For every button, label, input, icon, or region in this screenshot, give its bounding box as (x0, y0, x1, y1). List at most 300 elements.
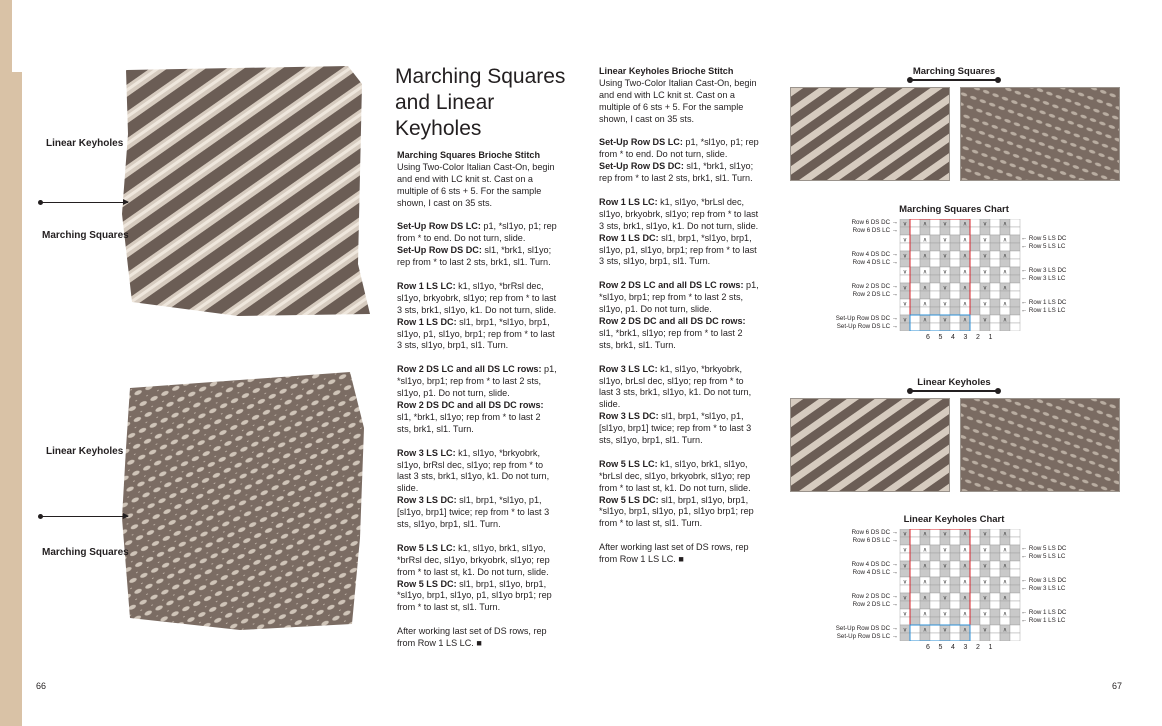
chart-column-label: 6 (926, 334, 930, 341)
chart-cell (960, 307, 970, 315)
row-block: Set-Up Row DS LC: p1, *sl1yo, p1; rep from * to end. Do not turn, slide. Set-Up Row DS DC: sl1, *brk1, sl1yo; rep from * to last 2 sts, brk1, sl1. Turn. (599, 137, 759, 184)
chart-cell (1010, 585, 1020, 593)
chart-symbol: ∨ (902, 610, 908, 618)
chart-cell (920, 553, 930, 561)
chart-cell (970, 291, 980, 299)
chart-row-label: Row 2 DS DC → (851, 593, 898, 600)
chart-cell (920, 633, 930, 641)
chart-row-label: ← Row 3 LS DC (1021, 267, 1067, 274)
chart-cell (1010, 617, 1020, 625)
chart-cell (930, 219, 940, 227)
heading-rule (910, 79, 998, 81)
chart-column-label: 4 (951, 644, 955, 651)
chart-row-label: ← Row 5 LS LC (1021, 553, 1066, 560)
chart-symbol: ∨ (902, 300, 908, 308)
chart-row-label: Row 6 DS LC → (852, 227, 898, 234)
chart-symbol: ∨ (942, 626, 948, 634)
chart-cell (1010, 323, 1020, 331)
chart-symbol: ∨ (942, 268, 948, 276)
chart-symbol: ∨ (942, 594, 948, 602)
chart-cell (950, 219, 960, 227)
row-block: Row 3 LS LC: k1, sl1yo, *brkyobrk, sl1yo, brLsl dec, sl1yo; rep from * to last 3 sts, brk1, sl1yo, k1. Do not turn, slide. Row 3 LS DC: sl1, brp1, *sl1yo, p1, [sl1yo, brp1] twice; rep from * to last 3 sts, sl1yo, brp1, sl1. Turn. (599, 363, 752, 446)
chart-cell (940, 259, 950, 267)
chart-cell (940, 601, 950, 609)
chart-cell (1000, 291, 1010, 299)
chart-symbol: ∨ (982, 220, 988, 228)
chart-cell (950, 633, 960, 641)
chart-cell (910, 323, 920, 331)
chart-symbol: ∧ (1002, 594, 1008, 602)
chart-cell (990, 553, 1000, 561)
chart-cell (1010, 633, 1020, 641)
chart-cell (960, 227, 970, 235)
chart-cell (930, 243, 940, 251)
chart-cell (1010, 569, 1020, 577)
chart-cell (910, 251, 920, 259)
chart-symbol: ∧ (962, 316, 968, 324)
chart-symbol: ∨ (902, 626, 908, 634)
chart-symbol: ∧ (962, 626, 968, 634)
chart-cell (990, 267, 1000, 275)
chart-cell (1000, 633, 1010, 641)
chart-cell (910, 617, 920, 625)
chart-cell (910, 243, 920, 251)
chart-cell (950, 577, 960, 585)
chart-cell (920, 307, 930, 315)
arrow-pointer (40, 516, 128, 517)
chart-column-label: 6 (926, 644, 930, 651)
row-block: Row 2 DS LC and all DS LC rows: p1, *sl1yo, brp1; rep from * to last 2 sts, sl1yo, p1. Do not turn, slide. Row 2 DS DC and all DS DC rows: sl1, *brk1, sl1yo; rep from * to last 2 sts, brk1, sl1. Turn. (599, 280, 759, 350)
chart-cell (900, 307, 910, 315)
chart-symbol: ∧ (1002, 626, 1008, 634)
chart-column-label: 2 (976, 334, 980, 341)
chart-cell (930, 291, 940, 299)
row-block: Row 5 LS LC: k1, sl1yo, brk1, sl1yo, *brRsl dec, sl1yo, brkyobrk, sl1yo; rep from * to last st, k1. Do not turn, slide. Row 5 LS DC: sl1, brp1, sl1yo, brp1, *sl1yo, brp1, sl1yo, p1, sl1yo brp1; rep from * to last st, sl1. Turn. (397, 542, 552, 613)
chart-symbol: ∧ (922, 268, 928, 276)
swatch-photo-bottom (120, 368, 370, 630)
photo-label-linear-keyholes: Linear Keyholes (46, 138, 124, 149)
chart-symbol: ∧ (962, 284, 968, 292)
chart-symbol: ∧ (922, 316, 928, 324)
chart-symbol: ∨ (942, 546, 948, 554)
chart-cell (990, 219, 1000, 227)
chart-cell (950, 601, 960, 609)
chart-cell (1000, 323, 1010, 331)
chart-cell (950, 235, 960, 243)
chart-cell (1000, 569, 1010, 577)
chart-symbol: ∧ (922, 594, 928, 602)
chart-column-label: 3 (963, 644, 968, 651)
chart-row-label: ← Row 1 LS DC (1021, 299, 1067, 306)
chart-cell (930, 617, 940, 625)
chart-symbol: ∧ (962, 252, 968, 260)
chart-cell (950, 625, 960, 633)
chart-symbol: ∧ (922, 562, 928, 570)
chart-cell (990, 259, 1000, 267)
chart-symbol: ∧ (962, 300, 968, 308)
chart-row-label: Row 2 DS LC → (852, 291, 898, 298)
chart-cell (940, 569, 950, 577)
chart-column-label: 4 (951, 334, 955, 341)
chart-cell (900, 633, 910, 641)
chart-column-label: 5 (938, 334, 943, 341)
chart-cell (910, 633, 920, 641)
chart-cell (920, 275, 930, 283)
chart-cell (970, 219, 980, 227)
chart-cell (910, 307, 920, 315)
chart-cell (980, 569, 990, 577)
row-block: Set-Up Row DS LC: p1, *sl1yo, p1; rep from * to end. Do not turn, slide. Set-Up Row DS DC: sl1, *brk1, sl1yo; rep from * to last 2 sts, brk1, sl1. Turn. (397, 221, 557, 268)
chart-cell (960, 617, 970, 625)
chart-symbol: ∧ (922, 236, 928, 244)
chart-symbol: ∨ (942, 610, 948, 618)
chart-cell (930, 529, 940, 537)
chart-cell (990, 561, 1000, 569)
chart-cell (910, 609, 920, 617)
chart-cell (1000, 243, 1010, 251)
chart-column-label: 5 (938, 644, 943, 651)
chart-cell (990, 537, 1000, 545)
chart-symbol: ∨ (942, 284, 948, 292)
chart-cell (980, 601, 990, 609)
intro-text: Using Two-Color Italian Cast-On, begin and end with LC knit st. Cast on a multiple of 6 sts + 5. For the sample shown, I cast on 35 sts. (599, 77, 757, 124)
row-block: Row 1 LS LC: k1, sl1yo, *brRsl dec, sl1yo, brkyobrk, sl1yo; rep from * to last 3 sts, brk1, sl1yo, k1. Do not turn, slide. Row 1 LS DC: sl1, brp1, *sl1yo, brp1, sl1yo, p1, sl1yo, brp1; rep from * to last 3 sts, sl1yo, brp1, sl1. Turn. (397, 280, 557, 351)
chart-symbol: ∧ (962, 220, 968, 228)
chart-symbol: ∧ (1002, 530, 1008, 538)
chart-cell (940, 617, 950, 625)
chart-symbol: ∧ (962, 610, 968, 618)
chart-cell (950, 593, 960, 601)
row-block: Row 5 LS LC: k1, sl1yo, brk1, sl1yo, *brLsl dec, sl1yo, brkyobrk, sl1yo; rep from * to last st, k1. Do not turn, slide. Row 5 LS DC: sl1, brp1, sl1yo, brp1, *sl1yo, brp1, sl1yo, p1, sl1yo brp1; rep from * to last st, sl1. Turn. (599, 458, 754, 529)
chart-cell (980, 275, 990, 283)
chart-cell (920, 291, 930, 299)
chart-cell (970, 315, 980, 323)
chart-cell (930, 235, 940, 243)
chart-cell (990, 529, 1000, 537)
chart-symbol: ∨ (982, 578, 988, 586)
chart-cell (950, 307, 960, 315)
chart-column-label: 1 (988, 334, 993, 341)
linear-keyholes-chart (898, 529, 1022, 641)
chart-symbol: ∨ (902, 562, 908, 570)
chart-cell (930, 315, 940, 323)
chart-symbol: ∧ (922, 220, 928, 228)
chart-cell (1010, 299, 1020, 307)
chart-row-label: ← Row 3 LS LC (1021, 585, 1066, 592)
chart-symbol: ∧ (922, 578, 928, 586)
chart-cell (980, 585, 990, 593)
chart-cell (900, 569, 910, 577)
chart-cell (970, 267, 980, 275)
chart-symbol: ∨ (982, 610, 988, 618)
chart-cell (930, 537, 940, 545)
chart-cell (1010, 537, 1020, 545)
chart-cell (910, 291, 920, 299)
chart-cell (910, 561, 920, 569)
chart-cell (1010, 529, 1020, 537)
chart-cell (990, 585, 1000, 593)
chart-cell (950, 283, 960, 291)
chart-cell (950, 227, 960, 235)
chart-cell (900, 275, 910, 283)
chart-symbol: ∧ (922, 300, 928, 308)
chart-cell (1000, 617, 1010, 625)
chart-symbol: ∧ (1002, 578, 1008, 586)
arrow-pointer (40, 202, 128, 203)
chart-cell (1000, 585, 1010, 593)
chart-symbol: ∧ (922, 610, 928, 618)
chart-cell (1000, 307, 1010, 315)
outro-text: After working last set of DS rows, rep from Row 1 LS LC. ■ (599, 542, 749, 565)
chart-cell (1010, 283, 1020, 291)
chart-cell (940, 537, 950, 545)
chart-cell (970, 307, 980, 315)
chart-symbol: ∨ (982, 626, 988, 634)
page-title: Marching Squares and Linear Keyholes (395, 65, 566, 140)
outro-text: After working last set of DS rows, rep from Row 1 LS LC. ■ (397, 626, 547, 649)
chart-cell (1010, 307, 1020, 315)
chart-row-label: Row 4 DS LC → (852, 259, 898, 266)
chart-cell (920, 323, 930, 331)
chart-cell (950, 553, 960, 561)
chart-cell (990, 307, 1000, 315)
chart-symbol: ∨ (982, 530, 988, 538)
chart-symbol: ∧ (922, 530, 928, 538)
heading-rule (910, 390, 998, 392)
chart-cell (990, 569, 1000, 577)
chart-cell (1000, 537, 1010, 545)
chart-symbol: ∧ (962, 268, 968, 276)
chart-symbol: ∧ (1002, 300, 1008, 308)
chart-row-label: ← Row 3 LS DC (1021, 577, 1067, 584)
chart-cell (980, 243, 990, 251)
chart-cell (990, 577, 1000, 585)
chart-cell (970, 585, 980, 593)
chart-cell (970, 569, 980, 577)
chart-cell (950, 323, 960, 331)
chart-cell (990, 617, 1000, 625)
chart-symbol: ∧ (922, 284, 928, 292)
chart-cell (930, 299, 940, 307)
chart-cell (920, 585, 930, 593)
chart-symbol: ∨ (902, 316, 908, 324)
chart-cell (920, 601, 930, 609)
chart-symbol: ∧ (1002, 220, 1008, 228)
linear-keyholes-chart-title: Linear Keyholes Chart (903, 514, 1005, 525)
chart-cell (960, 585, 970, 593)
chart-symbol: ∨ (982, 562, 988, 570)
chart-cell (910, 601, 920, 609)
chart-cell (940, 585, 950, 593)
chart-symbol: ∨ (902, 236, 908, 244)
chart-cell (970, 617, 980, 625)
chart-cell (990, 291, 1000, 299)
chart-cell (900, 291, 910, 299)
chart-symbol: ∨ (942, 562, 948, 570)
chart-cell (960, 275, 970, 283)
chart-cell (990, 299, 1000, 307)
chart-cell (970, 259, 980, 267)
chart-cell (950, 529, 960, 537)
chart-symbol: ∧ (922, 626, 928, 634)
chart-cell (1000, 275, 1010, 283)
linear-keyholes-instructions (599, 66, 759, 578)
chart-cell (980, 633, 990, 641)
chart-cell (910, 267, 920, 275)
chart-cell (990, 323, 1000, 331)
chart-cell (900, 537, 910, 545)
chart-cell (910, 283, 920, 291)
page-number-right: 67 (1112, 681, 1123, 691)
chart-row-label: ← Row 1 LS LC (1021, 307, 1066, 314)
chart-cell (970, 633, 980, 641)
chart-cell (910, 625, 920, 633)
chart-row-label: ← Row 1 LS LC (1021, 617, 1066, 624)
chart-cell (930, 267, 940, 275)
chart-cell (960, 601, 970, 609)
chart-symbol: ∨ (942, 220, 948, 228)
chart-cell (900, 617, 910, 625)
chart-symbol: ∧ (1002, 316, 1008, 324)
chart-cell (900, 323, 910, 331)
chart-cell (920, 617, 930, 625)
chart-cell (1000, 259, 1010, 267)
chart-cell (910, 577, 920, 585)
page-number-left: 66 (36, 681, 47, 691)
chart-cell (1010, 251, 1020, 259)
chart-cell (970, 545, 980, 553)
chart-cell (930, 569, 940, 577)
chart-symbol: ∨ (982, 300, 988, 308)
chart-row-label: Row 4 DS DC → (851, 561, 898, 568)
chart-symbol: ∨ (942, 316, 948, 324)
chart-cell (940, 633, 950, 641)
chart-cell (930, 601, 940, 609)
chart-cell (990, 315, 1000, 323)
section-heading: Marching Squares Brioche Stitch (397, 150, 541, 160)
chart-symbol: ∨ (902, 252, 908, 260)
chart-cell (960, 569, 970, 577)
chart-cell (1010, 601, 1020, 609)
chart-cell (940, 307, 950, 315)
chart-cell (930, 553, 940, 561)
chart-cell (900, 227, 910, 235)
intro-text: Using Two-Color Italian Cast-On, begin and end with LC knit st. Cast on a multiple of 6 sts + 5. For the sample shown, I cast on 35 sts. (397, 161, 555, 208)
chart-cell (940, 291, 950, 299)
chart-cell (970, 601, 980, 609)
chart-symbol: ∨ (902, 546, 908, 554)
chart-row-label: ← Row 3 LS LC (1021, 275, 1066, 282)
chart-cell (910, 593, 920, 601)
chart-cell (960, 537, 970, 545)
chart-cell (950, 609, 960, 617)
chart-cell (980, 553, 990, 561)
chart-cell (950, 315, 960, 323)
chart-cell (930, 227, 940, 235)
chart-cell (910, 219, 920, 227)
chart-cell (910, 529, 920, 537)
chart-row-label: Row 4 DS DC → (851, 251, 898, 258)
chart-cell (930, 275, 940, 283)
chart-cell (950, 561, 960, 569)
chart-cell (930, 625, 940, 633)
chart-row-label: Row 2 DS DC → (851, 283, 898, 290)
photo-label-marching-squares: Marching Squares (42, 547, 129, 558)
section-heading: Linear Keyholes Brioche Stitch (599, 66, 734, 76)
chart-row-label: ← Row 5 LS DC (1021, 545, 1067, 552)
chart-cell (910, 275, 920, 283)
chart-cell (1010, 561, 1020, 569)
chart-cell (1010, 219, 1020, 227)
chart-cell (950, 259, 960, 267)
chart-cell (940, 243, 950, 251)
chart-column-label: 1 (988, 644, 993, 651)
chart-cell (970, 227, 980, 235)
linear-keyholes-swatch-front (790, 398, 950, 492)
chart-cell (940, 323, 950, 331)
chart-row-label: Set-Up Row DS DC → (835, 315, 898, 322)
chart-symbol: ∨ (902, 578, 908, 586)
photo-label-marching-squares: Marching Squares (42, 230, 129, 241)
chart-cell (970, 251, 980, 259)
chart-cell (990, 251, 1000, 259)
chart-symbol: ∨ (982, 236, 988, 244)
chart-cell (930, 593, 940, 601)
chart-symbol: ∧ (962, 578, 968, 586)
chart-symbol: ∨ (942, 252, 948, 260)
chart-row-label: Row 2 DS LC → (852, 601, 898, 608)
chart-cell (930, 307, 940, 315)
chart-cell (950, 585, 960, 593)
swatch-photo-top (118, 64, 370, 326)
marching-squares-swatch-back (960, 87, 1120, 181)
chart-cell (950, 291, 960, 299)
chart-cell (930, 609, 940, 617)
chart-cell (910, 553, 920, 561)
chart-cell (990, 593, 1000, 601)
chart-symbol: ∧ (1002, 562, 1008, 570)
photo-label-linear-keyholes: Linear Keyholes (46, 446, 124, 457)
chart-row-label: Row 6 DS LC → (852, 537, 898, 544)
linear-keyholes-heading: Linear Keyholes (917, 377, 991, 388)
chart-cell (900, 259, 910, 267)
chart-cell (950, 537, 960, 545)
chart-row-label: Set-Up Row DS LC → (836, 323, 898, 330)
chart-cell (990, 275, 1000, 283)
chart-cell (990, 609, 1000, 617)
chart-cell (910, 235, 920, 243)
chart-cell (930, 323, 940, 331)
chart-cell (990, 633, 1000, 641)
chart-cell (960, 633, 970, 641)
row-block: Row 3 LS LC: k1, sl1yo, *brkyobrk, sl1yo, brRsl dec, sl1yo; rep from * to last 3 sts, brk1, sl1yo, k1. Do not turn, slide. Row 3 LS DC: sl1, brp1, *sl1yo, p1, [sl1yo, brp1] twice; rep from * to last 3 sts, sl1yo, brp1, sl1. Turn. (397, 447, 550, 530)
chart-cell (960, 291, 970, 299)
chart-cell (990, 243, 1000, 251)
chart-symbol: ∨ (982, 284, 988, 292)
chart-symbol: ∧ (962, 546, 968, 554)
chart-symbol: ∧ (1002, 546, 1008, 554)
chart-symbol: ∨ (902, 594, 908, 602)
chart-cell (970, 593, 980, 601)
chart-cell (970, 609, 980, 617)
chart-cell (950, 299, 960, 307)
chart-row-label: Set-Up Row DS DC → (835, 625, 898, 632)
chart-cell (930, 561, 940, 569)
chart-cell (920, 227, 930, 235)
page-edge-notch (12, 0, 22, 72)
chart-row-label: ← Row 5 LS LC (1021, 243, 1066, 250)
chart-cell (1010, 315, 1020, 323)
